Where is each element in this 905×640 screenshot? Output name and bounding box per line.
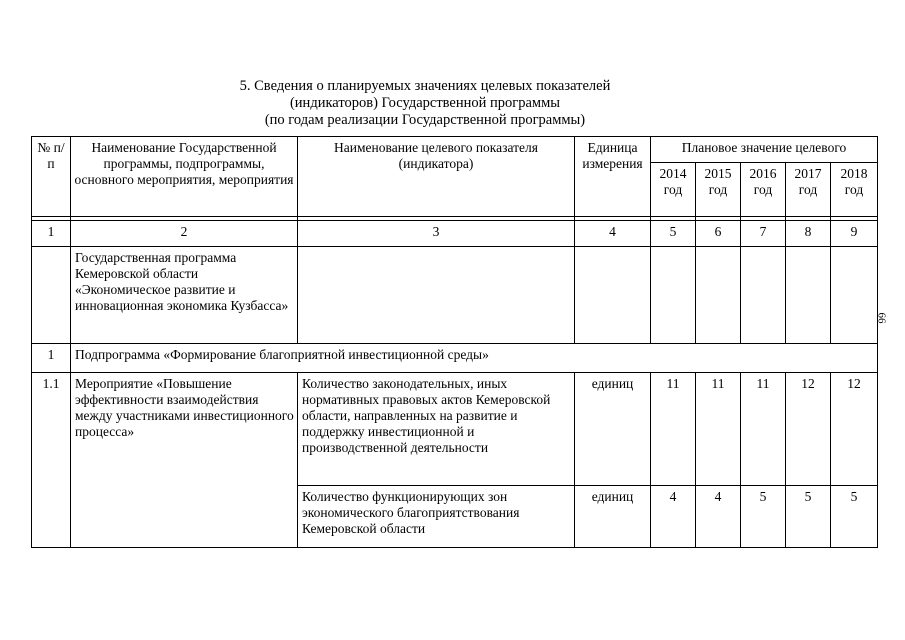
title-line-2: (индикаторов) Государственной программы — [289, 95, 561, 111]
program-row — [32, 247, 878, 344]
numbering-row — [32, 221, 878, 247]
title-line-3: (по годам реализации Государственной программы) — [264, 112, 586, 128]
indicator-value: 4 — [696, 486, 741, 548]
document-title — [0, 78, 850, 129]
indicator-value: 4 — [651, 486, 696, 548]
header-unit: Единица измерения — [575, 137, 651, 217]
indicator-value: 11 — [696, 373, 741, 486]
header-plan: Плановое значение целевого — [651, 137, 878, 163]
indicators-table — [31, 136, 878, 548]
column-number: 8 — [786, 221, 831, 247]
indicator-value: 11 — [741, 373, 786, 486]
measure-name: Мероприятие «Повышение эффективности взаимодействия между участниками инвестиционного процесса» — [71, 373, 298, 548]
subprogram-name: Подпрограмма «Формирование благоприятной инвестиционной среды» — [71, 344, 878, 373]
indicator-unit: единиц — [575, 373, 651, 486]
header-year: 2014 год — [651, 163, 696, 217]
column-number: 1 — [32, 221, 71, 247]
subprogram-row — [32, 344, 878, 373]
header-num: № п/п — [32, 137, 71, 217]
page-number: 66 — [875, 312, 888, 324]
header-row-1 — [32, 137, 878, 163]
header-year: 2017 год — [786, 163, 831, 217]
indicator-value: 5 — [831, 486, 878, 548]
column-number: 5 — [651, 221, 696, 247]
indicator-value: 12 — [786, 373, 831, 486]
column-number: 3 — [298, 221, 575, 247]
subprogram-num: 1 — [32, 344, 71, 373]
header-name: Наименование Государственной программы, подпрограммы, основного мероприятия, мероприятия — [71, 137, 298, 217]
indicator-name: Количество законодательных, иных нормативных правовых актов Кемеровской области, направленных на развитие и поддержку инвестиционной и производственной деятельности — [298, 373, 575, 486]
column-number: 4 — [575, 221, 651, 247]
indicator-value: 12 — [831, 373, 878, 486]
header-year: 2016 год — [741, 163, 786, 217]
header-indicator: Наименование целевого показателя (индикатора) — [298, 137, 575, 217]
column-number: 7 — [741, 221, 786, 247]
column-number: 6 — [696, 221, 741, 247]
indicator-name: Количество функционирующих зон экономического благоприятствования Кемеровской области — [298, 486, 575, 548]
measure-row — [32, 373, 878, 486]
column-number: 2 — [71, 221, 298, 247]
header-year: 2015 год — [696, 163, 741, 217]
header-year: 2018 год — [831, 163, 878, 217]
indicator-unit: единиц — [575, 486, 651, 548]
indicator-value: 5 — [741, 486, 786, 548]
indicator-value: 11 — [651, 373, 696, 486]
title-line-1: 5. Сведения о планируемых значениях целевых показателей — [239, 78, 611, 94]
program-name: Государственная программа Кемеровской области «Экономическое развитие и инновационная экономика Кузбасса» — [71, 247, 298, 344]
measure-num: 1.1 — [32, 373, 71, 548]
column-number: 9 — [831, 221, 878, 247]
indicator-value: 5 — [786, 486, 831, 548]
